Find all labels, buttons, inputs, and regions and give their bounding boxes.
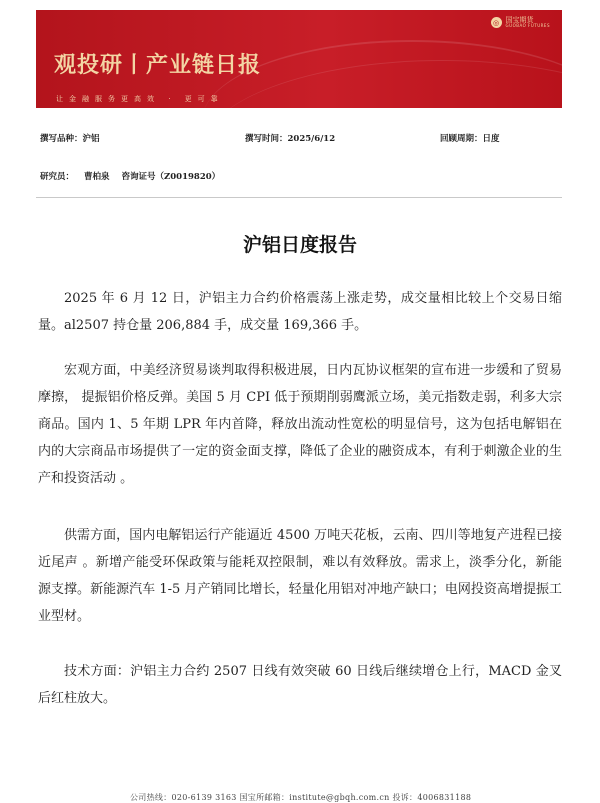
paragraph-supply-demand: 供需方面，国内电解铝运行产能逼近 4500 万吨天花板，云南、四川等地复产进程已接近尾声 。新增产能受环保政策与能耗双控限制，难以有效释放。需求上，淡季分化，新能源支撑。新能源汽车 1-5 月产销同比增长，轻量化用铝对冲地产缺口；电网投资高增提振工业型材。	[38, 528, 562, 624]
meta-researcher-value: 曹柏泉	[84, 172, 110, 182]
meta-researcher-label: 研究员：	[40, 172, 75, 182]
meta-variety-label: 撰写品种：	[40, 134, 83, 144]
meta-variety	[40, 132, 100, 144]
paragraph-summary: 2025 年 6 月 12 日，沪铝主力合约价格震荡上涨走势，成交量相比较上个交易日缩量。al2507 持仓量 206,884 手，成交量 169,366 手。	[38, 291, 562, 333]
banner-slogan: 让金融服务更高效 · 更可靠	[56, 95, 224, 103]
meta-time-value: 2025/6/12	[287, 134, 336, 144]
paragraph-macro: 宏观方面，中美经济贸易谈判取得积极进展，日内瓦协议框架的宣布进一步缓和了贸易摩擦， 提振铝价格反弹。美国 5 月 CPI 低于预期削弱鹰派立场，美元指数走弱，利多大宗商品。国内 1、5 年期 LPR 年内首降，释放出流动性宽松的明显信号，这为包括电解铝在内的大宗商品市场提供了一定的资金面支撑，降低了企业的融资成本，有利于刺激企业的生产和投资活动 。	[38, 363, 562, 486]
meta-divider	[36, 197, 562, 198]
banner-title: 观投研丨产业链日报	[54, 53, 262, 78]
meta-cert-label: 咨询证号	[121, 172, 156, 182]
logo-name-en: GUOBAO FUTURES	[505, 23, 550, 28]
meta-cert-value: （Z0019820）	[155, 172, 221, 182]
company-logo	[491, 17, 550, 28]
meta-period-value: 日度	[482, 134, 500, 144]
report-title: 沪铝日度报告	[242, 234, 357, 256]
logo-icon: ◎	[491, 17, 502, 28]
header-banner	[36, 10, 562, 108]
meta-period-label: 回顾周期：	[440, 134, 483, 144]
meta-period	[440, 132, 500, 144]
meta-time-label: 撰写时间：	[245, 134, 288, 144]
logo-text	[506, 17, 550, 28]
footer-contact: 公司热线：020-6139 3163 国宝所邮箱：institute@gbqh.com.cn 投诉：4006831188	[130, 793, 472, 802]
meta-researcher	[40, 170, 220, 182]
meta-variety-value: 沪铝	[82, 134, 100, 144]
logo-name-cn: 国宝期货	[505, 16, 534, 24]
paragraph-technical: 技术方面：沪铝主力合约 2507 日线有效突破 60 日线后继续增仓上行，MACD 金叉后红柱放大。	[38, 664, 562, 706]
meta-time	[245, 132, 335, 144]
